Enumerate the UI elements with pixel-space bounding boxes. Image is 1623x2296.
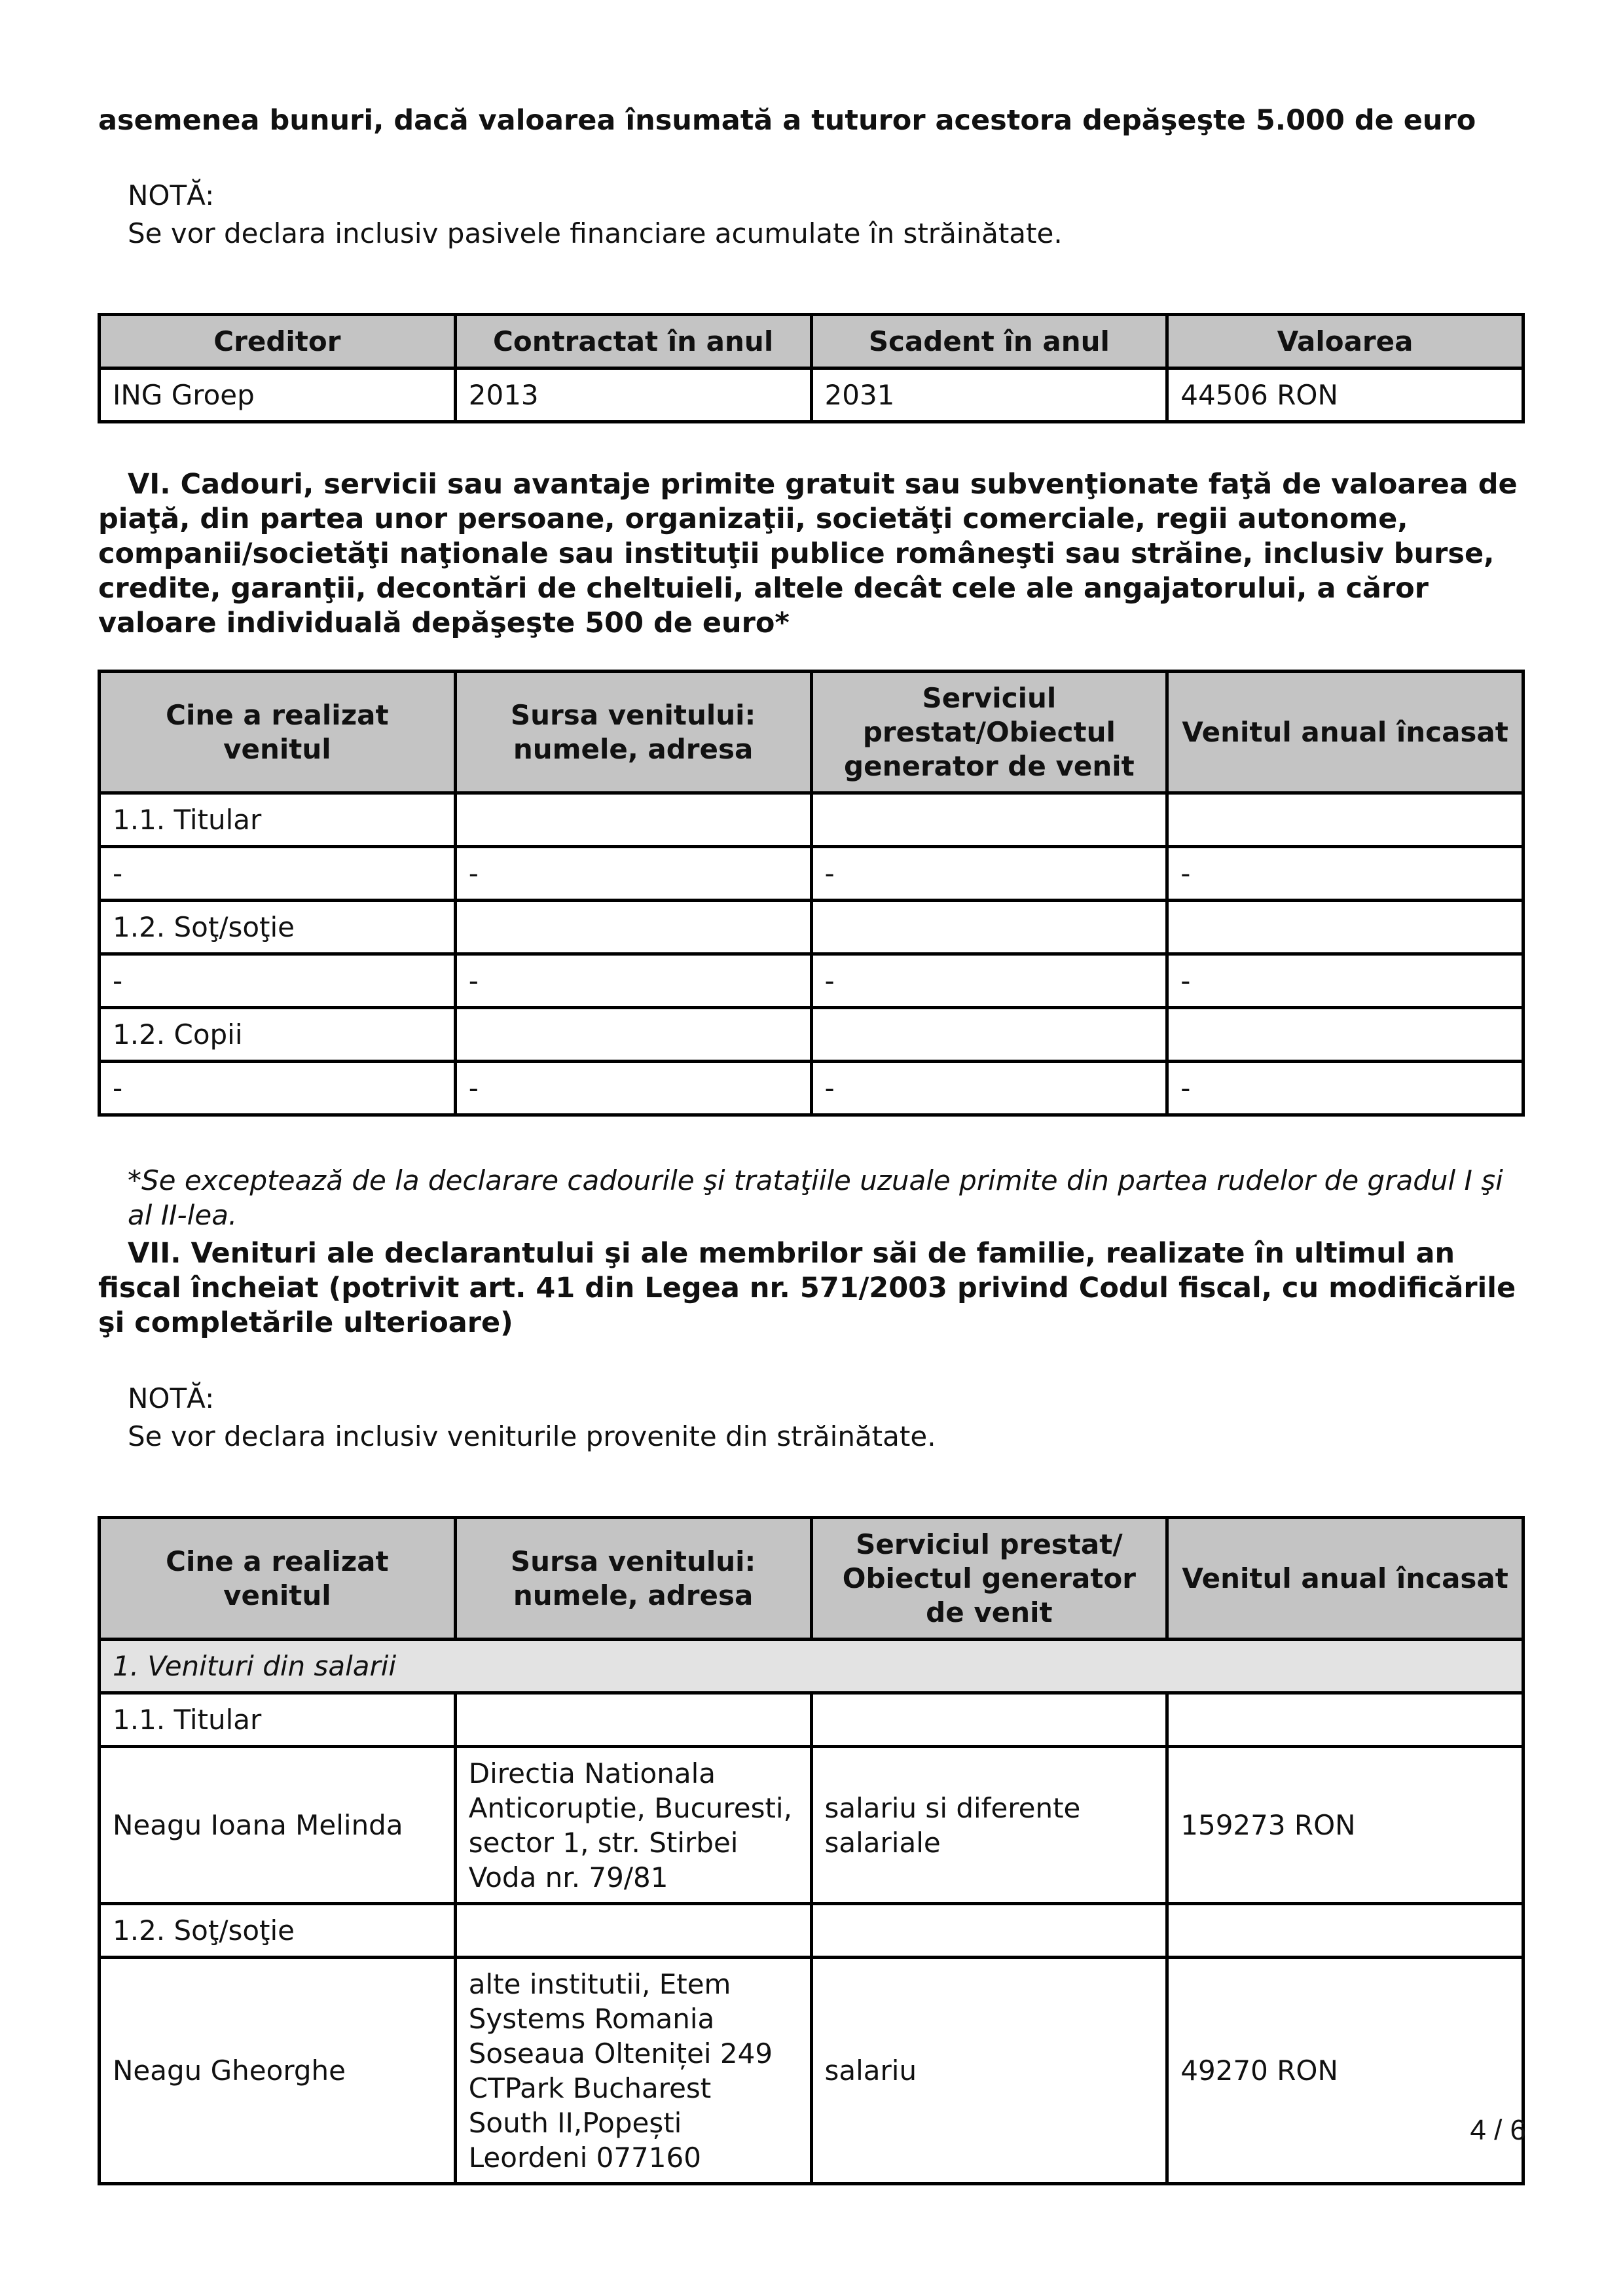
income-section-row: [100, 1640, 1523, 1693]
section-vi-title: VI. Cadouri, servicii sau avantaje primite gratuit sau subvenţionate faţă de valoarea de piaţă, din partea unor persoane, organizaţii, societăţi comerciale, regii autonome, companii/societăţi naţionale sau instituţii publice româneşti sau străine, inclusiv burse, credite, garanţii, decontări de cheltuieli, altele decât cele ale angajatorului, a căror valoare individuală depăşeşte 500 de euro*: [98, 468, 1518, 639]
debts-cell-creditor: ING Groep: [100, 368, 456, 422]
table-cell: [811, 901, 1167, 954]
table-cell: [455, 1904, 811, 1958]
income-header-row: [100, 1518, 1523, 1640]
table-row: [100, 1747, 1523, 1904]
gifts-header-cine: Cine a realizat venitul: [100, 672, 456, 793]
debts-header-scadent: Scadent în anul: [811, 315, 1167, 368]
debts-header-valoarea: Valoarea: [1167, 315, 1523, 368]
table-cell: Neagu Ioana Melinda: [100, 1747, 456, 1904]
debts-cell-scadent: 2031: [811, 368, 1167, 422]
table-cell: [455, 901, 811, 954]
table-cell: 1.1. Titular: [100, 1693, 456, 1747]
table-cell: Neagu Gheorghe: [100, 1958, 456, 2184]
table-row: [100, 1904, 1523, 1958]
table-cell: -: [100, 1062, 456, 1115]
table-cell: [1167, 1693, 1523, 1747]
debts-header-creditor: Creditor: [100, 315, 456, 368]
section-vii-title: VII. Venituri ale declarantului şi ale membrilor săi de familie, realizate în ultimul an fiscal încheiat (potrivit art. 41 din Legea nr. 571/2003 privind Codul fiscal, cu modificările şi completările ulterioare): [98, 1237, 1516, 1339]
table-cell: salariu: [811, 1958, 1167, 2184]
gifts-header-serviciul: Serviciul prestat/Obiectul generator de venit: [811, 672, 1167, 793]
table-cell: -: [811, 954, 1167, 1008]
debts-table: [98, 313, 1525, 423]
table-row: [100, 847, 1523, 901]
income-header-venitul: Venitul anual încasat: [1167, 1518, 1523, 1640]
table-cell: [1167, 793, 1523, 847]
debts-header-contractat: Contractat în anul: [455, 315, 811, 368]
table-row: [100, 1062, 1523, 1115]
table-cell: [811, 793, 1167, 847]
table-cell: [455, 793, 811, 847]
debts-cell-contractat: 2013: [455, 368, 811, 422]
table-cell: [811, 1693, 1167, 1747]
nota-text-2: Se vor declara inclusiv veniturile provenite din străinătate.: [128, 1420, 936, 1452]
table-cell: -: [100, 954, 456, 1008]
table-cell: 1.2. Copii: [100, 1008, 456, 1062]
table-row: [100, 901, 1523, 954]
income-table: [98, 1516, 1525, 2185]
page-number: 4 / 6: [1470, 2114, 1526, 2146]
table-cell: -: [455, 1062, 811, 1115]
table-cell: [811, 1008, 1167, 1062]
table-cell: -: [811, 1062, 1167, 1115]
table-cell: [1167, 1904, 1523, 1958]
table-cell: [811, 1904, 1167, 1958]
table-cell: -: [455, 847, 811, 901]
table-row: [100, 954, 1523, 1008]
table-row: [100, 368, 1523, 422]
table-cell: [1167, 901, 1523, 954]
table-cell: 1.2. Soţ/soţie: [100, 901, 456, 954]
income-section-label: 1. Venituri din salarii: [100, 1640, 1523, 1693]
table-row: [100, 793, 1523, 847]
section-vi-footnote: *Se exceptează de la declarare cadourile şi trataţiile uzuale primite din partea rudelor de gradul I şi al II-lea.: [128, 1164, 1503, 1231]
table-cell: -: [1167, 847, 1523, 901]
intro-line: asemenea bunuri, dacă valoarea însumată a tuturor acestora depăşeşte 5.000 de euro: [98, 104, 1476, 137]
table-cell: [1167, 1008, 1523, 1062]
table-row: [100, 1008, 1523, 1062]
table-row: [100, 1958, 1523, 2184]
table-cell: salariu si diferente salariale: [811, 1747, 1167, 1904]
table-cell: 1.1. Titular: [100, 793, 456, 847]
gifts-table: [98, 670, 1525, 1117]
debts-cell-valoarea: 44506 RON: [1167, 368, 1523, 422]
table-cell: -: [811, 847, 1167, 901]
income-header-serviciul: Serviciul prestat/ Obiectul generator de venit: [811, 1518, 1167, 1640]
table-cell: 159273 RON: [1167, 1747, 1523, 1904]
table-row: [100, 1693, 1523, 1747]
table-cell: -: [1167, 1062, 1523, 1115]
table-cell: -: [100, 847, 456, 901]
nota-text-1: Se vor declara inclusiv pasivele financiare acumulate în străinătate.: [128, 217, 1063, 249]
gifts-header-row: [100, 672, 1523, 793]
table-cell: -: [1167, 954, 1523, 1008]
table-cell: [455, 1008, 811, 1062]
gifts-header-sursa: Sursa venitului: numele, adresa: [455, 672, 811, 793]
income-header-sursa: Sursa venitului: numele, adresa: [455, 1518, 811, 1640]
table-cell: 49270 RON: [1167, 1958, 1523, 2184]
gifts-header-venitul: Venitul anual încasat: [1167, 672, 1523, 793]
table-cell: -: [455, 954, 811, 1008]
table-cell: alte institutii, Etem Systems Romania Soseaua Olteniței 249 CTPark Bucharest South II,Popești Leordeni 077160: [455, 1958, 811, 2184]
debts-header-row: [100, 315, 1523, 368]
nota-label-1: NOTĂ:: [128, 179, 215, 211]
table-cell: Directia Nationala Anticoruptie, Bucuresti, sector 1, str. Stirbei Voda nr. 79/81: [455, 1747, 811, 1904]
table-cell: [455, 1693, 811, 1747]
nota-label-2: NOTĂ:: [128, 1382, 215, 1414]
income-header-cine: Cine a realizat venitul: [100, 1518, 456, 1640]
table-cell: 1.2. Soţ/soţie: [100, 1904, 456, 1958]
